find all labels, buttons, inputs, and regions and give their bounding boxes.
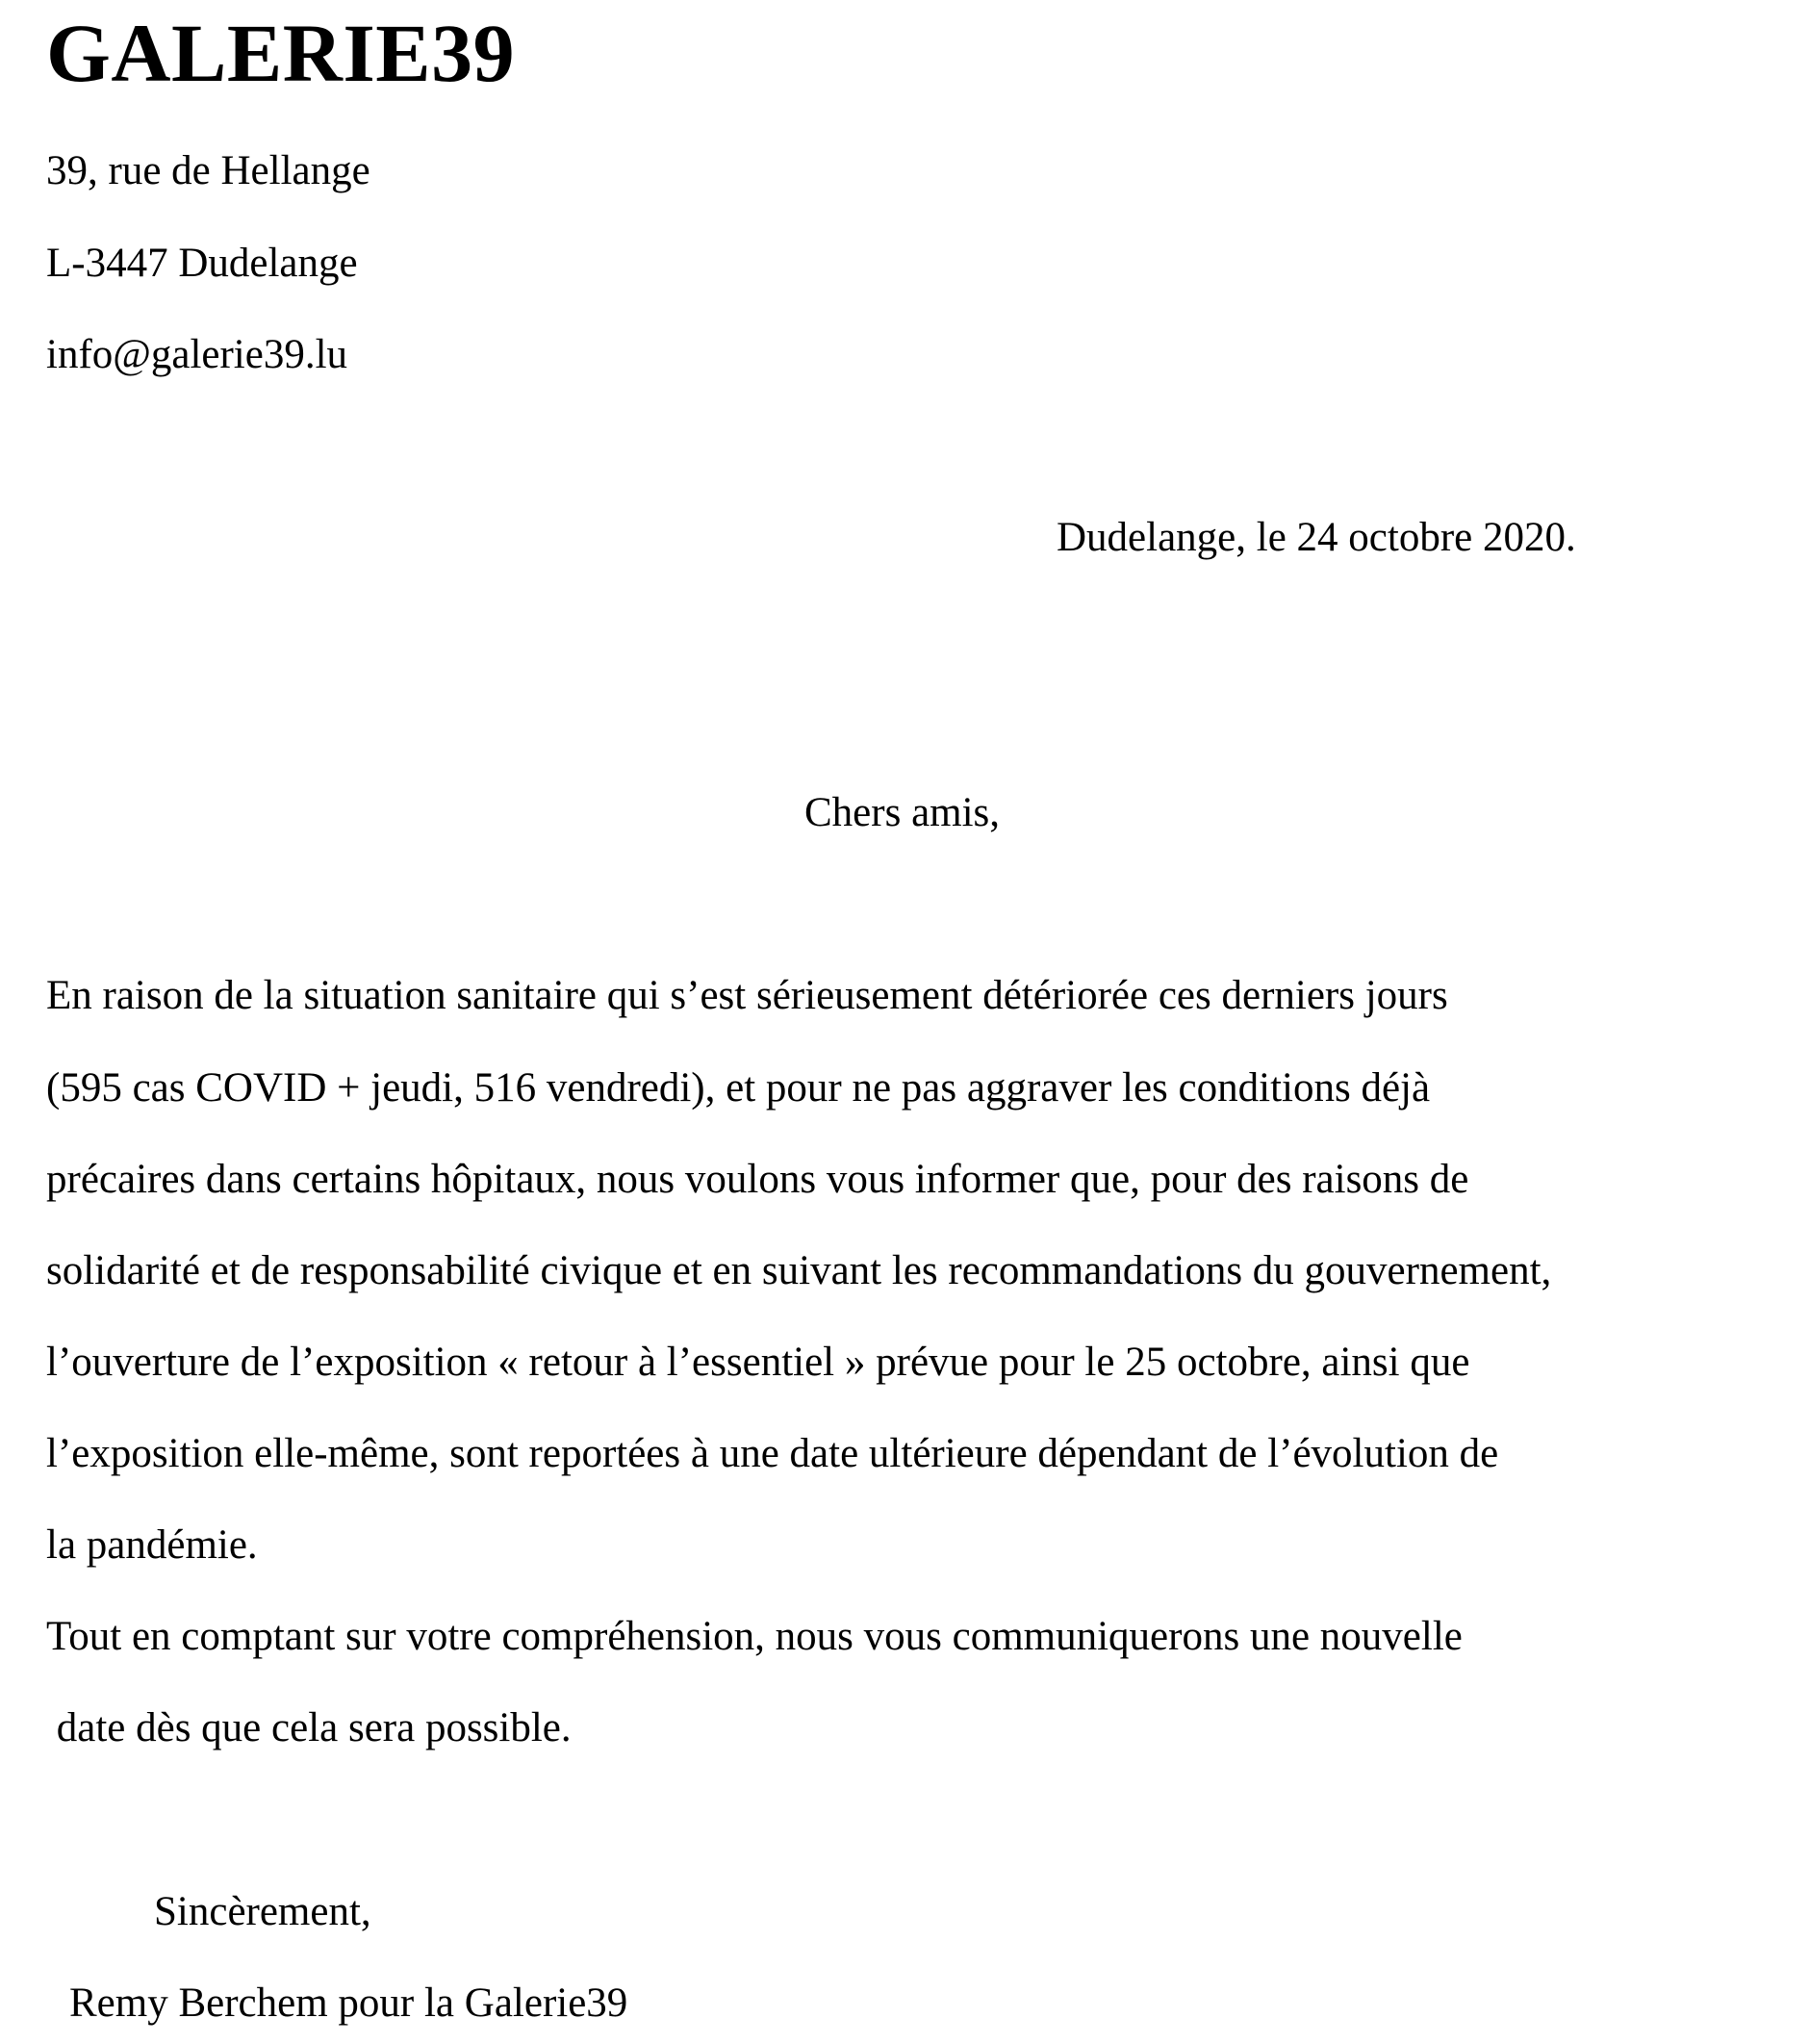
- closing: Sincèrement,: [154, 1889, 371, 1934]
- body-line: précaires dans certains hôpitaux, nous voulons vous informer que, pour des raisons de: [46, 1157, 1469, 1202]
- sender-name: GALERIE39: [46, 7, 516, 99]
- body-line: la pandémie.: [46, 1522, 258, 1568]
- body-line: l’ouverture de l’exposition « retour à l’essentiel » prévue pour le 25 octobre, ainsi que: [46, 1340, 1470, 1385]
- body-line: (595 cas COVID + jeudi, 516 vendredi), et pour ne pas aggraver les conditions déjà: [46, 1065, 1431, 1111]
- body-line: solidarité et de responsabilité civique et en suivant les recommandations du gouvernement,: [46, 1248, 1552, 1293]
- signature: Remy Berchem pour la Galerie39: [69, 1980, 628, 2026]
- body-line: l’exposition elle-même, sont reportées à une date ultérieure dépendant de l’évolution de: [46, 1431, 1499, 1476]
- body-line: En raison de la situation sanitaire qui s’est sérieusement détériorée ces derniers jours: [46, 973, 1448, 1018]
- salutation: Chers amis,: [804, 790, 1001, 835]
- body-line: Tout en comptant sur votre compréhension, nous vous communiquerons une nouvelle: [46, 1614, 1463, 1659]
- body-line: date dès que cela sera possible.: [46, 1705, 572, 1750]
- sender-address-line1: 39, rue de Hellange: [46, 148, 370, 193]
- sender-email: info@galerie39.lu: [46, 332, 348, 377]
- sender-address-line2: L-3447 Dudelange: [46, 241, 358, 286]
- date-line: Dudelange, le 24 octobre 2020.: [1057, 515, 1576, 560]
